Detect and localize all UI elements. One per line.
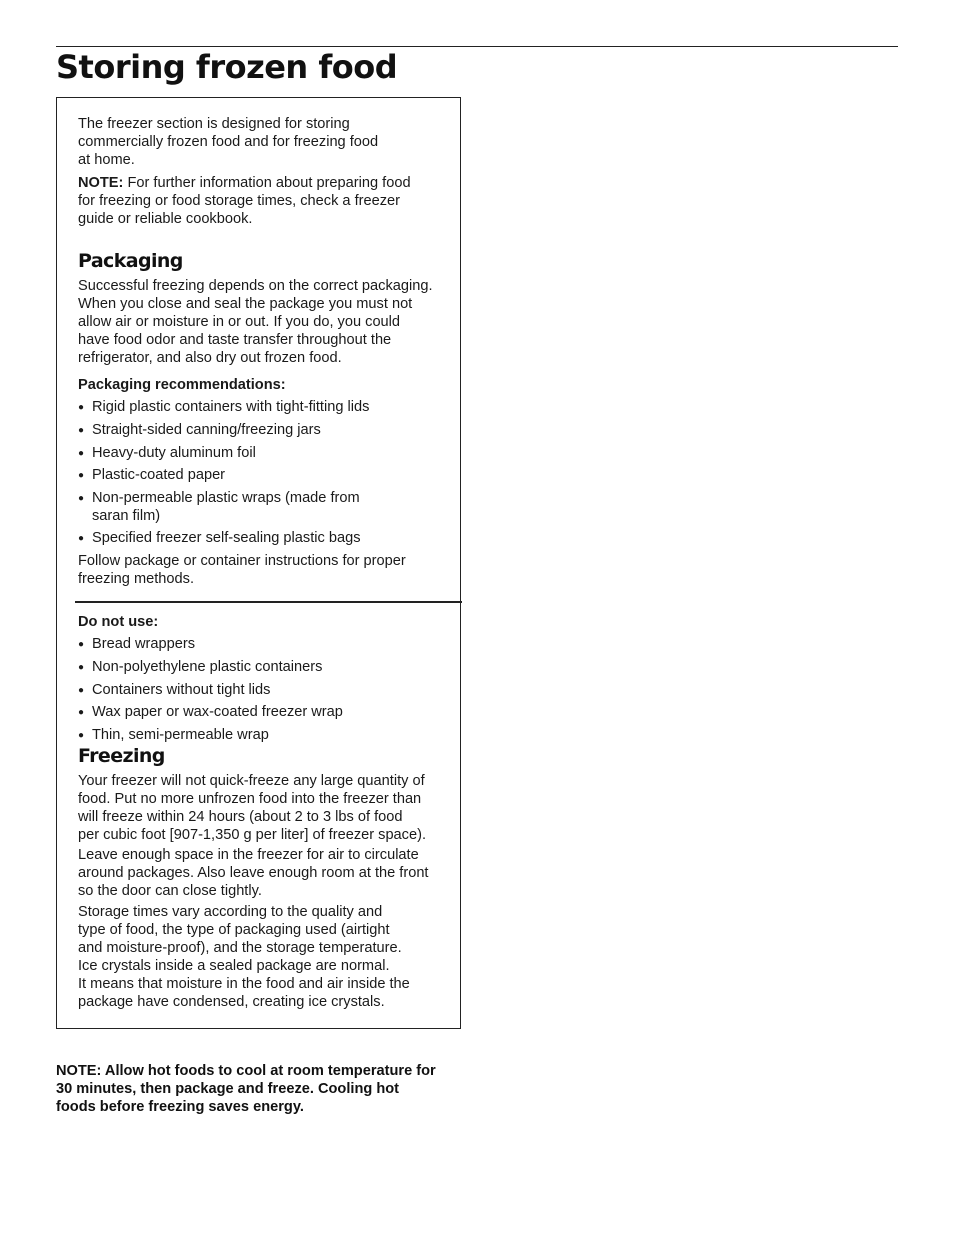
freezing-heading: Freezing	[78, 745, 165, 767]
recommendations-title: Packaging recommendations:	[78, 377, 286, 393]
list-item	[78, 444, 458, 464]
freezing-line: Your freezer will not quick-freeze any large quantity of	[78, 773, 425, 789]
freezing-line: around packages. Also leave enough room at the front	[78, 865, 429, 881]
intro-line: The freezer section is designed for storing	[78, 116, 350, 132]
follow-instructions	[78, 552, 406, 588]
follow-line: Follow package or container instructions for proper	[78, 553, 406, 569]
freezing-paragraph-3	[78, 903, 410, 1011]
intro-note	[78, 174, 411, 228]
list-item	[78, 489, 458, 525]
freezing-line: Storage times vary according to the quality and	[78, 904, 383, 920]
freezing-line: package have condensed, creating ice crystals.	[78, 994, 385, 1010]
list-item	[78, 703, 458, 723]
note-label: NOTE:	[78, 175, 124, 191]
bullet-icon: ●	[78, 425, 85, 436]
intro-line: commercially frozen food and for freezing food	[78, 134, 379, 150]
list-item-text: Straight-sided canning/freezing jars	[92, 422, 321, 438]
bottom-note-line: NOTE: Allow hot foods to cool at room temperature for	[56, 1063, 436, 1079]
list-item	[78, 681, 458, 701]
bottom-note-line: foods before freezing saves energy.	[56, 1099, 304, 1115]
list-item-text: Specified freezer self-sealing plastic bags	[92, 530, 361, 546]
bullet-icon: ●	[78, 402, 85, 413]
freezing-paragraph-2	[78, 846, 429, 900]
list-item	[78, 635, 458, 655]
list-item	[78, 529, 458, 549]
list-item	[78, 421, 458, 441]
list-item-text: Heavy-duty aluminum foil	[92, 445, 256, 461]
packaging-line: refrigerator, and also dry out frozen food.	[78, 350, 342, 366]
packaging-line: allow air or moisture in or out. If you do, you could	[78, 314, 401, 330]
list-item-text: Plastic-coated paper	[92, 467, 226, 483]
list-item-text: Non-polyethylene plastic containers	[92, 659, 323, 675]
packaging-paragraph	[78, 277, 433, 367]
list-item	[78, 658, 458, 678]
freezing-line: food. Put no more unfrozen food into the freezer than	[78, 791, 422, 807]
bullet-icon: ●	[78, 493, 85, 504]
bullet-icon: ●	[78, 639, 85, 650]
bottom-note	[56, 1062, 466, 1116]
packaging-heading: Packaging	[78, 250, 183, 272]
intro-paragraph	[78, 115, 378, 169]
note-line: For further information about preparing food	[123, 175, 411, 191]
list-item-text: saran film)	[92, 508, 161, 524]
list-item-text: Wax paper or wax-coated freezer wrap	[92, 704, 343, 720]
page-title: Storing frozen food	[56, 48, 398, 86]
note-line: for freezing or food storage times, check a freezer	[78, 193, 401, 209]
packaging-line: have food odor and taste transfer throughout the	[78, 332, 392, 348]
bullet-icon: ●	[78, 730, 85, 741]
bottom-note-line: 30 minutes, then package and freeze. Cooling hot	[56, 1081, 400, 1097]
freezing-line: Leave enough space in the freezer for air to circulate	[78, 847, 419, 863]
do-not-use-title: Do not use:	[78, 614, 159, 630]
note-line: guide or reliable cookbook.	[78, 211, 253, 227]
list-item-text: Rigid plastic containers with tight-fitting lids	[92, 399, 370, 415]
list-item	[78, 466, 458, 486]
freezing-line: per cubic foot [907-1,350 g per liter] of freezer space).	[78, 827, 427, 843]
section-divider	[75, 601, 462, 603]
list-item-text: Thin, semi-permeable wrap	[92, 727, 269, 743]
bullet-icon: ●	[78, 662, 85, 673]
freezing-line: will freeze within 24 hours (about 2 to 3 lbs of food	[78, 809, 403, 825]
follow-line: freezing methods.	[78, 571, 195, 587]
packaging-line: Successful freezing depends on the correct packaging.	[78, 278, 433, 294]
list-item	[78, 726, 458, 746]
list-item	[78, 398, 458, 418]
bullet-icon: ●	[78, 448, 85, 459]
bullet-icon: ●	[78, 470, 85, 481]
freezing-line: Ice crystals inside a sealed package are normal.	[78, 958, 390, 974]
freezing-paragraph-1	[78, 772, 426, 844]
freezing-line: so the door can close tightly.	[78, 883, 262, 899]
freezing-line: and moisture-proof), and the storage temperature.	[78, 940, 402, 956]
packaging-line: When you close and seal the package you must not	[78, 296, 413, 312]
list-item-text: Bread wrappers	[92, 636, 196, 652]
intro-line: at home.	[78, 152, 135, 168]
list-item-text: Containers without tight lids	[92, 682, 271, 698]
list-item-text: Non-permeable plastic wraps (made from	[92, 490, 360, 506]
bullet-icon: ●	[78, 533, 85, 544]
freezing-line: type of food, the type of packaging used (airtight	[78, 922, 390, 938]
bullet-icon: ●	[78, 685, 85, 696]
freezing-line: It means that moisture in the food and air inside the	[78, 976, 410, 992]
bullet-icon: ●	[78, 707, 85, 718]
